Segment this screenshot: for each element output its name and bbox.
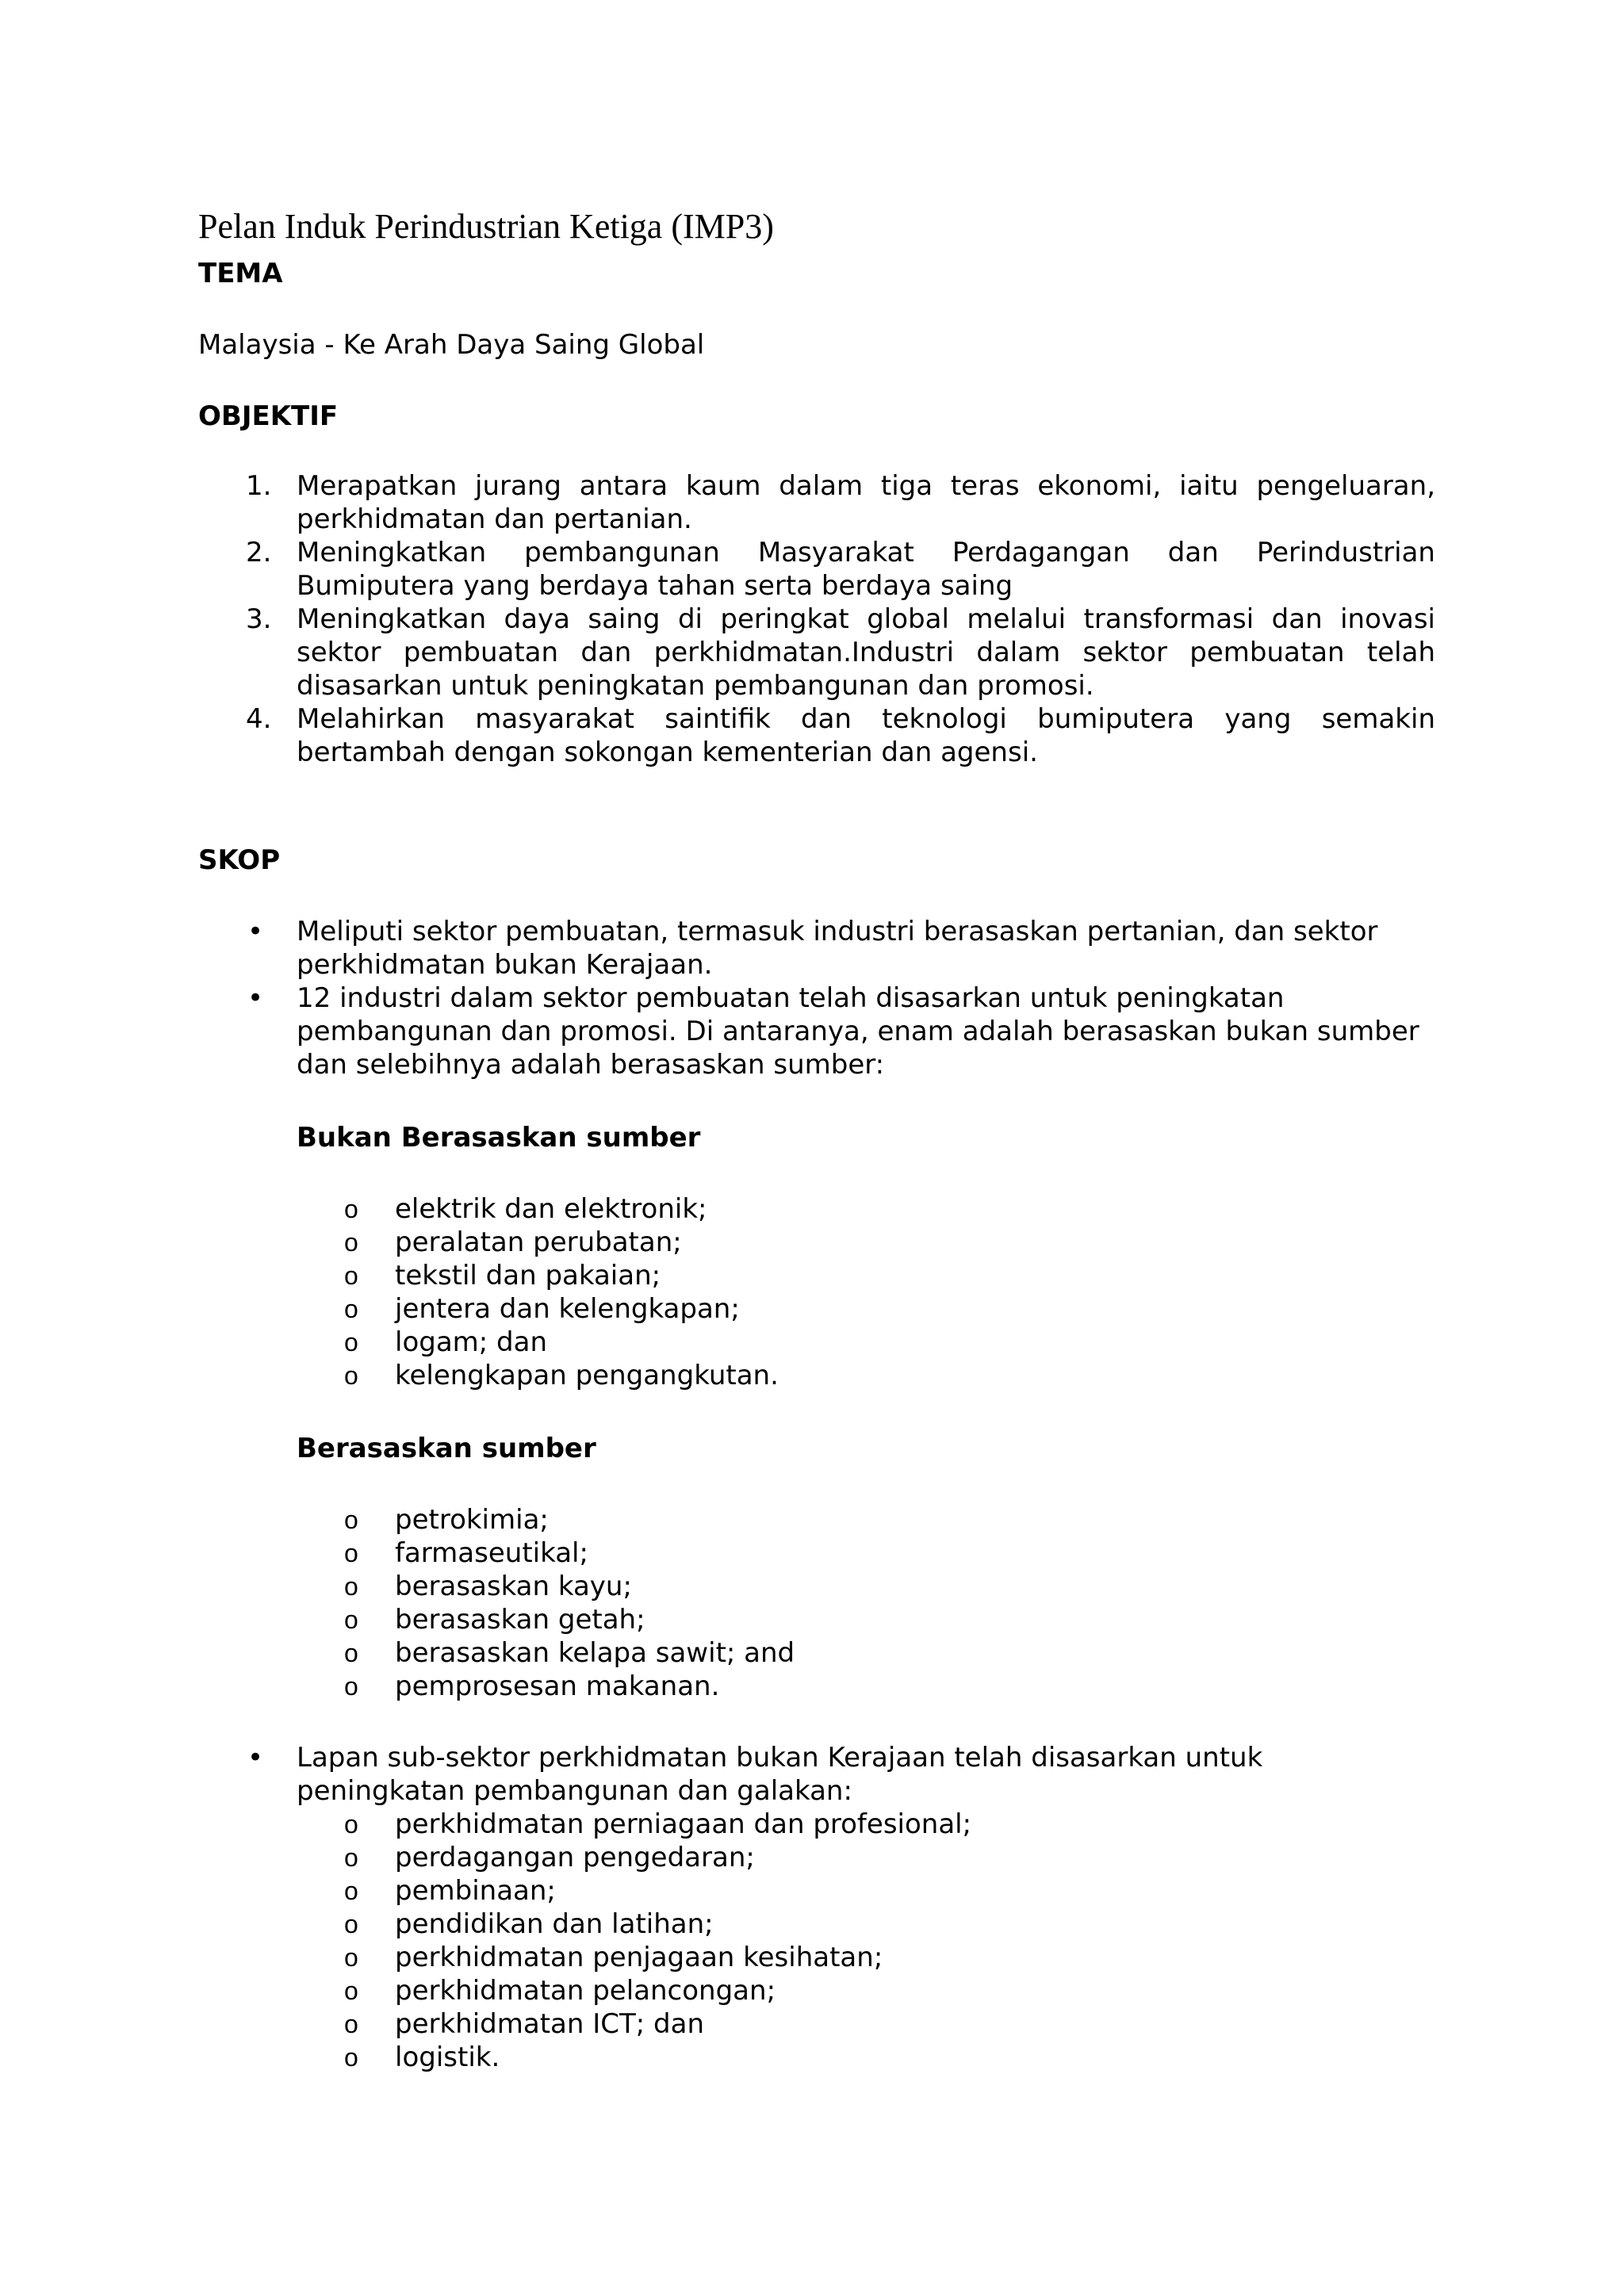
list-item-text: perkhidmatan perniagaan dan profesional; [395, 1808, 972, 1840]
document-title: Pelan Induk Perindustrian Ketiga (IMP3) [198, 207, 774, 246]
list-item [297, 1874, 1407, 1908]
bukan-berasaskan-heading: Bukan Berasaskan sumber [297, 1122, 701, 1154]
list-item-text: tekstil dan pakaian; [395, 1260, 661, 1292]
list-item [297, 1941, 1407, 1974]
list-item-text: petrokimia; [395, 1504, 549, 1536]
bullet-icon: • [247, 1742, 264, 1774]
list-item [297, 1359, 1407, 1392]
bukan-berasaskan-list [297, 1192, 1407, 1392]
list-item-text: logistik. [395, 2042, 500, 2073]
berasaskan-list [297, 1503, 1407, 1703]
list-item-text: pendidikan dan latihan; [395, 1908, 714, 1940]
list-item-text: berasaskan kelapa sawit; and [395, 1637, 795, 1669]
circle-bullet-icon: o [344, 2043, 358, 2072]
list-item-text: perdagangan pengedaran; [395, 1842, 755, 1873]
circle-bullet-icon: o [344, 1328, 358, 1357]
objektif-item-text: Meningkatkan pembangunan Masyarakat Perdagangan dan Perindustrian Bumiputera yang berdaya tahan serta berdaya saing [297, 537, 1435, 602]
circle-bullet-icon: o [344, 1943, 358, 1972]
list-item [297, 1908, 1407, 1941]
list-item-text: pemprosesan makanan. [395, 1670, 720, 1702]
objektif-list [198, 469, 1435, 769]
skop-bullet-item [198, 1741, 1435, 1808]
list-item [297, 1536, 1407, 1570]
circle-bullet-icon: o [344, 1228, 358, 1257]
skop-bullet-item [198, 915, 1435, 982]
circle-bullet-icon: o [344, 1843, 358, 1872]
list-item-text: berasaskan getah; [395, 1604, 645, 1636]
circle-bullet-icon: o [344, 1910, 358, 1938]
objektif-item-text: Meningkatkan daya saing di peringkat global melalui transformasi dan inovasi sektor pembuatan dan perkhidmatan.Industri dalam sektor pembuatan telah disasarkan untuk peningkatan pembangunan dan promosi. [297, 603, 1435, 702]
list-item-text: perkhidmatan penjagaan kesihatan; [395, 1942, 883, 1973]
list-item-text: peralatan perubatan; [395, 1226, 682, 1258]
list-item [297, 1636, 1407, 1670]
objektif-item [198, 536, 1435, 603]
list-item [297, 1570, 1407, 1603]
circle-bullet-icon: o [344, 1506, 358, 1534]
list-item [297, 1326, 1407, 1359]
list-item [297, 1808, 1407, 1841]
list-item [297, 1603, 1407, 1636]
skop-bullet-list [198, 915, 1435, 1081]
skop-heading: SKOP [198, 844, 281, 876]
list-item-text: elektrik dan elektronik; [395, 1193, 707, 1225]
circle-bullet-icon: o [344, 1539, 358, 1567]
circle-bullet-icon: o [344, 1605, 358, 1634]
objektif-item-text: Merapatkan jurang antara kaum dalam tiga teras ekonomi, iaitu pengeluaran, perkhidmatan dan pertanian. [297, 470, 1435, 535]
circle-bullet-icon: o [344, 1639, 358, 1667]
list-item-text: perkhidmatan pelancongan; [395, 1975, 776, 2007]
objektif-item-text: Melahirkan masyarakat saintifik dan teknologi bumiputera yang semakin bertambah dengan sokongan kementerian dan agensi. [297, 703, 1435, 768]
objektif-item [198, 603, 1435, 702]
objektif-item [198, 469, 1435, 536]
list-number: 1. [246, 470, 272, 502]
circle-bullet-icon: o [344, 2010, 358, 2038]
list-item [297, 1226, 1407, 1259]
circle-bullet-icon: o [344, 1261, 358, 1290]
list-item-text: jentera dan kelengkapan; [395, 1293, 740, 1325]
list-item [297, 1974, 1407, 2007]
circle-bullet-icon: o [344, 1295, 358, 1323]
circle-bullet-icon: o [344, 1361, 358, 1390]
circle-bullet-icon: o [344, 1976, 358, 2005]
lapan-bullet-list [198, 1741, 1435, 1808]
bullet-icon: • [247, 916, 264, 947]
list-item [297, 1292, 1407, 1326]
list-item-text: logam; dan [395, 1326, 548, 1358]
list-item-text: pembinaan; [395, 1875, 556, 1907]
skop-bullet-text: Lapan sub-sektor perkhidmatan bukan Kerajaan telah disasarkan untuk peningkatan pembangunan dan galakan: [297, 1742, 1263, 1807]
list-item-text: kelengkapan pengangkutan. [395, 1360, 779, 1391]
list-item [297, 1192, 1407, 1226]
list-item [297, 1670, 1407, 1703]
objektif-heading: OBJEKTIF [198, 400, 339, 432]
list-item-text: farmaseutikal; [395, 1537, 588, 1569]
list-item [297, 1259, 1407, 1292]
list-item-text: perkhidmatan ICT; dan [395, 2008, 704, 2040]
skop-bullet-item [198, 982, 1435, 1081]
objektif-item [198, 702, 1435, 769]
bullet-icon: • [247, 982, 264, 1014]
list-item-text: berasaskan kayu; [395, 1571, 632, 1602]
circle-bullet-icon: o [344, 1572, 358, 1601]
list-item [297, 1841, 1407, 1874]
circle-bullet-icon: o [344, 1672, 358, 1701]
tema-heading: TEMA [198, 258, 283, 289]
list-item [297, 2007, 1407, 2041]
list-number: 2. [246, 537, 272, 568]
list-number: 4. [246, 703, 272, 735]
skop-bullet-text: Meliputi sektor pembuatan, termasuk industri berasaskan pertanian, dan sektor perkhidmatan bukan Kerajaan. [297, 916, 1378, 981]
list-item [297, 2041, 1407, 2074]
berasaskan-heading: Berasaskan sumber [297, 1433, 596, 1464]
list-item [297, 1503, 1407, 1536]
circle-bullet-icon: o [344, 1810, 358, 1839]
tema-text: Malaysia - Ke Arah Daya Saing Global [198, 329, 705, 361]
list-number: 3. [246, 603, 272, 635]
circle-bullet-icon: o [344, 1877, 358, 1905]
lapan-sub-sektor-list [297, 1808, 1407, 2074]
circle-bullet-icon: o [344, 1195, 358, 1223]
skop-bullet-text: 12 industri dalam sektor pembuatan telah disasarkan untuk peningkatan pembangunan dan promosi. Di antaranya, enam adalah berasaskan bukan sumber dan selebihnya adalah berasaskan sumber: [297, 982, 1419, 1081]
